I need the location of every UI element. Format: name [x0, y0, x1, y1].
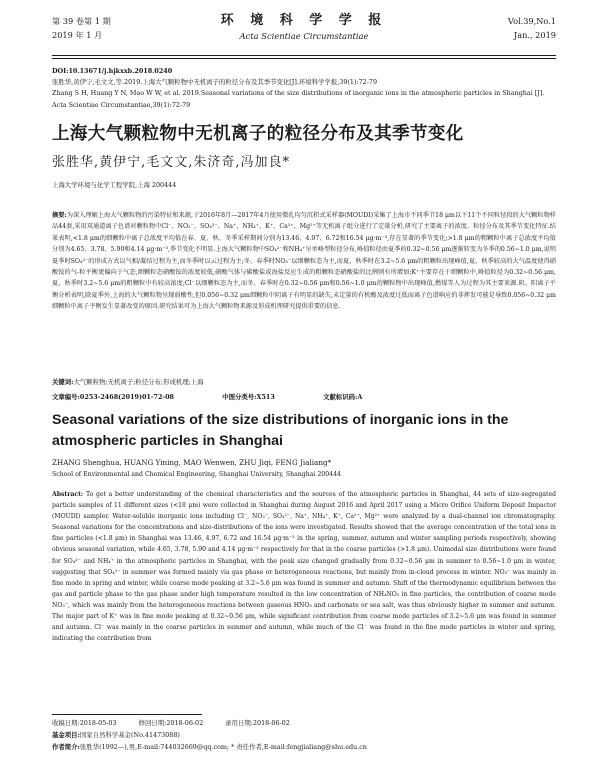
citation-block — [52, 66, 556, 111]
abstract-en-label: Abstract: — [52, 491, 84, 498]
journal-name-zh: 环 境 科 学 学 报 — [220, 13, 388, 28]
received-date: 收稿日期:2018-05-03 — [52, 719, 117, 727]
running-header — [52, 12, 556, 52]
header-rule-thin — [52, 58, 556, 59]
abstract-zh — [52, 210, 556, 313]
clc-number: 中图分类号:X513 — [222, 393, 275, 401]
abstract-en — [52, 489, 556, 644]
bio-text: 张胜华(1992—),男,E-mail:744032669@qq.com; * 责任作者,E-mail:fengjialiang@shu.edu.cn — [79, 743, 367, 752]
footnote-block — [52, 717, 556, 754]
affiliation-en: School of Environmental and Chemical Engineering, Shanghai University, Shanghai 200444 — [52, 471, 341, 478]
bio-label: 作者简介: — [52, 743, 80, 752]
bio-line — [52, 741, 556, 753]
fund-line — [52, 729, 556, 741]
abstract-en-text: To get a better understanding of the chemical characteristics and the sources of the atmospheric particles in Shanghai, 44 sets of size-segregated particle samples of 11 different sizes (<18 μm) were collected in Shanghai during August 2016 and April 2017 using a Micro Orifice Uniform Deposit Impactor (MOUDI) sampler. Water-soluble inorganic ions including Cl⁻, NO₃⁻, SO₄²⁻, Na⁺, NH₄⁺, K⁺, Ca²⁺, Mg²⁺ were analyzed by a dual-channel ion chromatography. Seasonal variations for the concentrations and size-distributions of the ions were investigated. Results showed that the average concentration of the total ions in fine particles (<1.8 μm) in Shanghai was 13.46, 4.97, 6.72 and 16.54 μg·m⁻³ in the spring, summer, autumn and winter sampling periods respectively, showing obvious seasonal variation, while 4.65, 3.78, 5.90 and 4.14 μg·m⁻³ respectively for that in the coarse particles (>1.8 μm). Unimodal size distributions were found for SO₄²⁻ and NH₄⁺ in the atmospheric particles in Shanghai, with the peak size changed gradually from 0.32~0.56 μm in summer to 0.56~1.0 μm in winter, suggesting that SO₄²⁻ in summer was formed mainly via gas phase or heterogeneous reactions, but mainly from in-cloud process in winter. NO₃⁻ was mainly in fine mode in spring and winter, while coarse mode peaking at 3.2~5.6 μm was found in summer and autumn. Shift of the thermodynamic equilibrium between the gas and particle phase to the gas phase under high temperature resulted in the low concentration of NH₄NO₃ in fine particles, the contribution of coarse mode NO₃⁻, which was mainly from the heterogeneous reactions between gaseous HNO₃ and carbonate or sea salt, was thus obviously higher in summer and autumn. The major part of K⁺ was in fine mode peaking at 0.32~0.56 μm, while significant contribution from coarse mode particles of 3.2~5.6 μm was found in summer and autumn. Cl⁻ was mainly in the coarse particles in summer and autumn, while much of the Cl⁻ was found in the fine mode particles in winter and spring, indicating the contribution from — [52, 491, 556, 643]
fund-text: 国家自然科学基金(No.41473088) — [79, 731, 180, 740]
title-zh: 上海大气颗粒物中无机离子的粒径分布及其季节变化 — [52, 124, 464, 144]
citation-zh: 张胜华,黄伊宁,毛文文,等.2019.上海大气颗粒物中无机离子的粒径分布及其季节变化[J].环境科学学报,39(1):72-79 — [52, 78, 378, 87]
volume-issue-zh — [52, 14, 111, 42]
revised-date: 修回日期:2018-06-02 — [138, 719, 204, 727]
title-en: Seasonal variations of the size distributions of inorganic ions in the atmospheric particles in Shanghai — [52, 412, 509, 449]
affiliation-zh: 上海大学环境与化学工程学院,上海 200444 — [52, 181, 177, 189]
volume-issue-en — [508, 14, 556, 42]
volume-zh: 第 39 卷第 1 期 — [52, 16, 111, 26]
footnote-rule — [52, 714, 202, 715]
classification-line — [52, 392, 556, 403]
journal-name — [172, 12, 436, 42]
citation-en-line2: Acta Scientiae Circumstantiae,39(1):72-79 — [52, 100, 191, 109]
accepted-date: 录用日期:2018-06-02 — [225, 719, 290, 727]
header-rule-thick — [52, 55, 556, 56]
keywords-zh — [52, 377, 556, 388]
citation-en-line1: Zhang S H, Huang Y N, Mao W W, et al. 2019.Seasonal variations of the size distributions of inorganic ions in the atmospheric particles in Shanghai [J]. — [52, 89, 545, 98]
authors-zh: 张胜华,黄伊宁,毛文文,朱济奇,冯加良* — [52, 155, 291, 170]
date-zh: 2019 年 1 月 — [52, 30, 103, 40]
keywords-zh-text: 大气颗粒物;无机离子;粒径分布;形成机理;上海 — [73, 378, 204, 386]
article-number: 文章编号:0253-2468(2019)01-72-08 — [52, 393, 174, 401]
abstract-zh-label: 摘要: — [52, 212, 67, 219]
abstract-zh-text: 为深入理解上海大气颗粒物的污染特征和来源,于2016年8月—2017年4月使用微孔均匀沉积式采样器(MOUDI)采集了上海市不同季节18 μm以下11个不同粒径段的大气颗粒物样品44套,采用双通道离子色谱对颗粒物中Cl⁻、NO₃⁻、SO₄²⁻、Na⁺、NH₄⁺、K⁺、Ca²⁺、Mg²⁺等无机离子组分进行了定量分析,研究了主要离子的浓度、粒径分布及其季节变化特征.结果表明,<1.8 μm的细颗粒中离子总浓度平均值在春、夏、秋、冬季采样期间分别为13.46、4.97、6.72和16.54 μg·m⁻³,存在显著的季节变化;>1.8 μm的粗颗粒中离子总浓度平均值分别为4.65、3.78、5.90和4.14 μg·m⁻³,季节变化不明显.上海大气颗粒物中SO₄²⁻和NH₄⁺呈单峰型粒径分布,峰值粒径由夏季的0.32~0.56 μm逐渐转变为冬季的0.56~1.0 μm,说明夏季时SO₄²⁻的形成方式以气相/凝结过程为主,而冬季时以云过程为主;冬、春季时NO₃⁻以细颗粒态为主,而夏、秋季时在3.2~5.6 μm的粗颗粒出现峰值,夏、秋季较高的大气温度使得硝酸铵的气-粒平衡更偏向于气态,细颗粒态硝酸铵的浓度较低,硝酸气体与碳酸盐或海盐反应生成的粗颗粒态硝酸盐的比例则有所增加;K⁺主要存在于细颗粒中,峰值粒径为0.32~0.56 μm,夏、秋季时3.2~5.6 μm的粗颗粒中有较高浓度;Cl⁻以细颗粒态为主,而冬、春季时在0.32~0.56 μm和0.56~1.0 μm的颗粒物中出现峰值,燃煤等人为过程为其主要来源.阴、阳离子平衡分析表明,除夏季外,上海的大气颗粒物呈现弱酸性,但0.056~0.32 μm细颗粒中阴离子有明显的缺失,未定量的有机酸及浓度过低而离子色谱响应的非挥发可能是导致0.056~0.32 μm细颗粒中离子平衡发生显著改变的原因.研究结果可为上海大气颗粒物来源及形成机理研究提供重要的信息. — [52, 212, 556, 311]
doi[interactable]: DOI:10.13671/j.hjkxxb.2018.0240 — [52, 67, 173, 75]
date-en: Jan., 2019 — [513, 30, 556, 40]
journal-name-en: Acta Scientiae Circumstantiae — [239, 31, 369, 41]
fund-label: 基金项目: — [52, 731, 80, 740]
volume-en: Vol.39,No.1 — [507, 16, 556, 26]
document-code: 文献标识码:A — [323, 393, 363, 401]
dates-line — [52, 717, 556, 729]
authors-en: ZHANG Shenghua, HUANG Yining, MAO Wenwen, ZHU Jiqi, FENG Jialiang* — [52, 458, 332, 467]
keywords-zh-label: 关键词: — [52, 378, 74, 386]
